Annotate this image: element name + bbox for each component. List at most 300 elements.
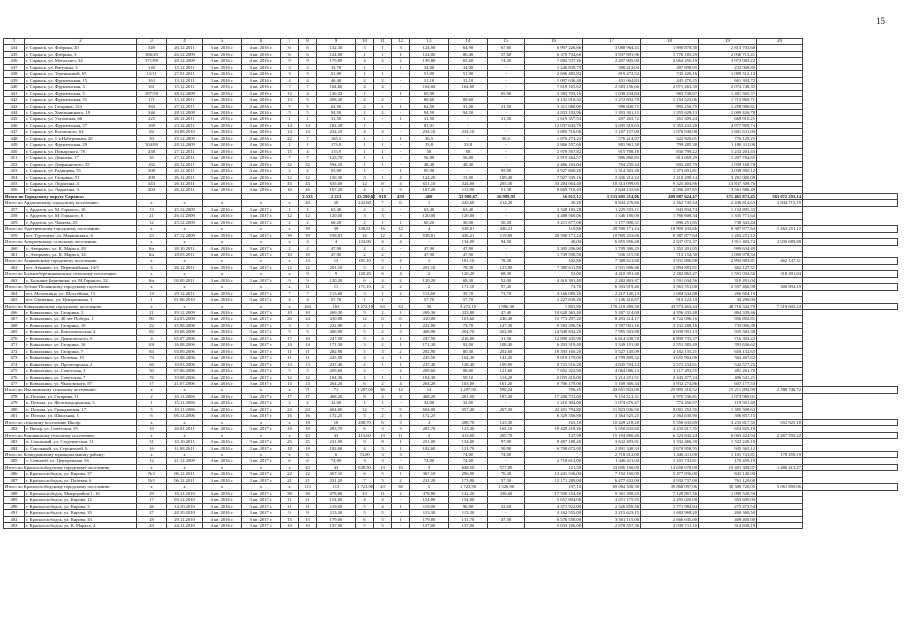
table-cell: - <box>488 84 525 90</box>
table-cell: 80 <box>137 316 167 322</box>
table-cell: 137,00 <box>317 522 356 528</box>
table-cell: 4 <box>356 187 374 193</box>
table-cell: 3 931 806,88 <box>583 264 641 270</box>
table-cell: 62,50 <box>317 103 356 109</box>
table-cell: 5 061 899,06 <box>757 484 803 490</box>
table-cell: 4 <box>392 174 410 180</box>
address-cell: с. Атюрьево, ул. К. Маркса, 28 <box>25 245 137 251</box>
table-cell: 94,50 <box>317 109 356 115</box>
table-cell: x <box>242 271 281 277</box>
table-cell: 30 388 720,05 <box>699 484 757 490</box>
table-cell: 4 кв. 2016 г. <box>242 180 281 186</box>
column-number-cell: 8 <box>299 39 317 45</box>
table-cell: 65,90 <box>410 90 449 96</box>
table-cell: 4 кв. 2016 г. <box>203 316 242 322</box>
table-cell: 232 069,80 <box>699 64 757 70</box>
table-cell: 13 441 536,00 <box>525 471 583 477</box>
table-cell: 1 <box>299 142 317 148</box>
table-cell: 4 кв. 2016 г. <box>203 445 242 451</box>
table-cell: 413,60 <box>356 432 374 438</box>
table-cell: 13/11 <box>137 71 167 77</box>
table-cell: 11 <box>299 503 317 509</box>
table-cell: 2 443 477,24 <box>641 374 699 380</box>
address-cell: г. Саранск, ул. Котовского, 64 <box>25 129 137 135</box>
table-cell: 458 <box>4 213 25 219</box>
table-cell: 132,30 <box>317 45 356 51</box>
table-cell: 4 кв. 2016 г. <box>203 426 242 432</box>
table-cell: - <box>392 84 410 90</box>
table-cell: 4 371 922,00 <box>525 503 583 509</box>
table-cell: 307/59 <box>137 90 167 96</box>
table-cell: 58 <box>449 148 488 154</box>
table-cell: - <box>449 90 488 96</box>
table-cell: 3 кв. 2016 г. <box>203 109 242 115</box>
table-row <box>4 522 898 528</box>
table-cell: 16.11.2010 <box>167 490 203 496</box>
table-cell: - <box>392 109 410 115</box>
table-cell: 3 кв. 2017 г. <box>242 510 281 516</box>
table-cell: 2 666 045,00 <box>641 516 699 522</box>
table-cell: 1 263 251,12 <box>757 226 803 232</box>
table-cell: - <box>488 458 525 464</box>
table-cell: 2 <box>392 348 410 354</box>
table-cell: 264,20 <box>410 381 449 387</box>
table-cell: 222,00 <box>410 322 449 328</box>
table-cell: x <box>137 200 167 206</box>
table-cell: 163 <box>137 77 167 83</box>
table-cell: 11 <box>299 355 317 361</box>
table-cell: 2 562 745,44 <box>641 200 699 206</box>
table-cell: 4 кв. 2016 г. <box>203 245 242 251</box>
table-cell: 481 <box>4 413 25 419</box>
table-cell: 32,60 <box>488 503 525 509</box>
group-label-cell: Итого по Ичалковскому сельскому поселению: <box>4 387 137 393</box>
table-cell: 124,00 <box>410 51 449 57</box>
table-cell: 4 <box>392 271 410 277</box>
table-cell: 3 <box>410 419 449 425</box>
table-cell: 5 477 836,00 <box>641 471 699 477</box>
table-cell: 1 <box>356 400 374 406</box>
table-cell: 1 776 183,29 <box>641 51 699 57</box>
table-cell: 3 349 191,90 <box>583 342 641 348</box>
table-cell: 1 709 390,25 <box>583 245 641 251</box>
table-cell: x <box>281 200 299 206</box>
table-cell: 1 <box>392 503 410 509</box>
table-cell: 7 <box>374 406 392 412</box>
table-cell: 18.03.2011 <box>167 251 203 257</box>
table-cell: 167,20 <box>317 187 356 193</box>
table-cell: 51,00 <box>317 71 356 77</box>
table-cell: 444 <box>4 109 25 115</box>
table-cell: 3 кв. 2017 г. <box>242 361 281 367</box>
table-cell: 13 <box>299 361 317 367</box>
table-cell: 2 <box>392 490 410 496</box>
table-cell: 468,20 <box>410 393 449 399</box>
table-cell: 4 182 135,21 <box>641 348 699 354</box>
table-cell: - <box>488 497 525 503</box>
table-cell: 32 <box>299 161 317 167</box>
group-label-cell: Итого по Зубово-Полянскому городскому поселению: <box>4 284 137 290</box>
table-cell: 67,60 <box>488 45 525 51</box>
table-cell: - <box>392 142 410 148</box>
table-cell: 8 <box>374 439 392 445</box>
table-cell: 2 395 206,00 <box>525 245 583 251</box>
table-cell: 452 <box>4 161 25 167</box>
table-cell: 165,10 <box>525 419 583 425</box>
table-cell: 07.06.2006 <box>167 368 203 374</box>
table-cell: 1 333 605 214,06 <box>583 193 641 199</box>
table-cell: 31 <box>137 439 167 445</box>
table-cell: 3 кв. 2016 г. <box>203 71 242 77</box>
table-cell: 95,90 <box>410 168 449 174</box>
table-cell: 6 <box>392 316 410 322</box>
table-cell: 126,32 <box>317 90 356 96</box>
table-cell: 2 <box>410 271 449 277</box>
table-cell: 1 911 403,74 <box>699 239 757 245</box>
table-cell: 43 <box>299 432 317 438</box>
table-cell: 182,60 <box>410 445 449 451</box>
column-number-cell: 13 <box>410 39 449 45</box>
table-cell <box>803 239 898 245</box>
table-cell: 179,00 <box>410 516 449 522</box>
table-cell: 1 <box>392 116 410 122</box>
table-cell: 1 229 553,11 <box>583 206 641 212</box>
table-cell: 406,90 <box>410 329 449 335</box>
table-cell: 17 <box>137 381 167 387</box>
table-cell: 16 <box>281 187 299 193</box>
table-cell: 1 <box>356 168 374 174</box>
address-cell: г. Ковылкино, ул. Гагарина, 2 <box>25 310 137 316</box>
address-cell: г. Саранск, ул. Пожарского, 70 <box>25 148 137 154</box>
table-cell: 48,40 <box>410 161 449 167</box>
table-cell: 179,00 <box>317 516 356 522</box>
table-cell: 27.12.2011 <box>167 148 203 154</box>
table-cell: 5 <box>356 335 374 341</box>
table-cell: 2 523 <box>299 193 317 199</box>
table-cell: 38 <box>392 484 410 490</box>
table-cell: 13 <box>374 464 392 470</box>
table-cell: 205,30 <box>488 180 525 186</box>
table-cell: 4 кв. 2016 г. <box>203 342 242 348</box>
table-cell: 4 166 089,20 <box>525 290 583 296</box>
table-cell: x <box>281 239 299 245</box>
table-cell: 74,70 <box>449 322 488 328</box>
table-cell: 182,60 <box>317 445 356 451</box>
column-number-cell: 15 <box>488 39 525 45</box>
table-cell: 12 <box>299 213 317 219</box>
table-cell: 2 282 863,47 <box>641 271 699 277</box>
table-cell: x <box>167 452 203 458</box>
table-cell: 483 <box>4 439 25 445</box>
table-cell: 2 <box>356 206 374 212</box>
table-cell: 43 <box>299 180 317 186</box>
table-cell: 10 <box>299 522 317 528</box>
table-cell: 384 <box>137 103 167 109</box>
table-cell: 1 <box>356 90 374 96</box>
address-cell: г. Ковылкино, ул. Полевая, 10 <box>25 355 137 361</box>
table-cell: 12 <box>392 226 410 232</box>
table-cell: 4 <box>374 497 392 503</box>
table-cell: 182,28 <box>317 122 356 128</box>
table-cell: 1 805,80 <box>525 303 583 309</box>
table-cell: 6 855 956,28 <box>583 239 641 245</box>
table-cell: 1 <box>137 297 167 303</box>
table-cell: 169 <box>137 122 167 128</box>
table-cell: 5 <box>374 477 392 483</box>
table-cell: 266 604,19 <box>699 290 757 296</box>
table-cell: 3 <box>374 355 392 361</box>
table-cell: 431 064,84 <box>583 77 641 83</box>
table-cell: 5 527 145,09 <box>583 348 641 354</box>
address-cell: п. Потьма, ул. Гагарина, 11 <box>25 393 137 399</box>
table-cell: 65,60 <box>449 58 488 64</box>
table-cell: 5 <box>374 516 392 522</box>
table-cell: 10 313 099,05 <box>583 180 641 186</box>
table-cell: 4 кв. 2016 г. <box>203 361 242 367</box>
table-cell: - <box>488 129 525 135</box>
table-cell: 10 628 363,40 <box>525 310 583 316</box>
table-cell: 459 <box>392 193 410 199</box>
table-cell: 3 597 001,16 <box>583 322 641 328</box>
table-cell: 96,00 <box>449 503 488 509</box>
table-cell: x <box>242 258 281 264</box>
table-cell: 4 кв. 2016 г. <box>203 503 242 509</box>
table-cell: 4 <box>356 84 374 90</box>
table-cell: - <box>392 206 410 212</box>
table-cell: 764 259,44 <box>583 161 641 167</box>
address-cell: п. Потьма, ул. Школьная, 1 <box>25 413 137 419</box>
table-cell: 1 <box>299 116 317 122</box>
table-cell: 2 <box>299 400 317 406</box>
table-cell: 84 <box>137 129 167 135</box>
table-cell: 1 <box>374 51 392 57</box>
table-cell: 1 <box>392 51 410 57</box>
table-cell: 4 <box>392 393 410 399</box>
table-cell: 273 472,54 <box>699 503 757 509</box>
table-cell: 104,30 <box>449 355 488 361</box>
table-cell: 247,50 <box>410 335 449 341</box>
table-cell: 47,90 <box>449 245 488 251</box>
table-cell: x <box>281 464 299 470</box>
table-cell: 450 <box>4 148 25 154</box>
group-label-cell: Итого по сельскому поселению Инсар: <box>4 419 137 425</box>
table-cell: 1 101 741,81 <box>641 458 699 464</box>
table-cell: 208,30 <box>317 97 356 103</box>
table-cell: 2 <box>374 97 392 103</box>
table-cell: 48 716 342,70 <box>699 303 757 309</box>
table-cell: 2 718 612,00 <box>583 452 641 458</box>
address-cell: г. Краснослободск, ул. Кирова, 3 <box>25 503 137 509</box>
table-cell: 3 кв. 2017 г. <box>242 310 281 316</box>
table-cell: 896 251,85 <box>641 219 699 225</box>
table-cell: x <box>167 464 203 470</box>
table-cell: 2 <box>356 251 374 257</box>
table-cell: 1 <box>374 187 392 193</box>
table-cell: 489 <box>4 497 25 503</box>
table-cell: 1 076 948,00 <box>641 129 699 135</box>
table-cell: 1 <box>392 103 410 109</box>
table-cell: 3 кв. 2016 г. <box>203 51 242 57</box>
table-cell: 6 293 319,40 <box>525 342 583 348</box>
table-cell: 1 <box>374 71 392 77</box>
table-cell: 1 723,90 <box>357 484 374 490</box>
table-cell: 120,20 <box>317 277 356 283</box>
table-cell: 182 <box>137 161 167 167</box>
address-cell: г. Саранск, ул. Хмельницкого, 19 <box>25 109 137 115</box>
table-cell: x <box>167 284 203 290</box>
table-cell: 462 147,31 <box>757 258 803 264</box>
table-cell: 4 кв. 2016 г. <box>242 116 281 122</box>
table-cell: 1 <box>356 116 374 122</box>
table-cell: 1 <box>392 471 410 477</box>
table-cell: 3 332 466,39 <box>641 439 699 445</box>
table-cell: 3 <box>392 452 410 458</box>
table-cell: №5 <box>137 477 167 483</box>
table-cell: 30,20 <box>488 219 525 225</box>
table-cell: 893 256,70 <box>641 103 699 109</box>
table-cell: 445 <box>4 116 25 122</box>
table-cell: 2 637 072,37 <box>641 239 699 245</box>
table-cell: 6 997 226,86 <box>525 45 583 51</box>
table-cell: 3 кв. 2017 г. <box>242 413 281 419</box>
table-cell: 4 <box>374 335 392 341</box>
table-cell: 843 140,00 <box>699 471 757 477</box>
column-number-cell: 5 <box>203 39 242 45</box>
table-cell: 409 087 624,47 <box>641 193 699 199</box>
table-cell: 164,30 <box>410 374 449 380</box>
address-cell: с. Семилей, ул. Центральная, 56 <box>25 458 137 464</box>
table-cell: - <box>410 452 449 458</box>
table-cell: 2 <box>356 361 374 367</box>
table-cell: 245,50 <box>410 355 449 361</box>
table-cell: 10 909 433,66 <box>641 226 699 232</box>
table-cell: 410,00 <box>410 316 449 322</box>
table-cell: 3 кв. 2017 г. <box>242 322 281 328</box>
table-cell: 288,70 <box>449 419 488 425</box>
table-cell: 4 <box>137 264 167 270</box>
table-cell: 5 <box>356 413 374 419</box>
table-cell: 84 <box>137 348 167 354</box>
table-cell: 3 кв. 2016 г. <box>203 97 242 103</box>
table-cell: 3 кв. 2016 г. <box>203 122 242 128</box>
table-cell: 3 кв. 2016 г. <box>203 116 242 122</box>
table-cell: 141,20 <box>488 355 525 361</box>
table-cell: 34 290,00 <box>699 297 757 303</box>
table-cell: 2 <box>374 413 392 419</box>
column-number-cell: 4 <box>167 39 203 45</box>
table-cell: 113,30 <box>317 510 356 516</box>
table-cell: 5 <box>281 368 299 374</box>
table-cell: 22 201 794,80 <box>525 406 583 412</box>
table-cell: 2 <box>299 245 317 251</box>
table-cell: 936 515,56 <box>583 251 641 257</box>
table-cell: - <box>410 239 449 245</box>
table-cell: 1 771 984,94 <box>641 503 699 509</box>
table-cell: 113 <box>317 484 356 490</box>
table-cell: 1 385 508,63 <box>699 406 757 412</box>
table-cell: 467 <box>4 316 25 322</box>
table-cell: - <box>488 213 525 219</box>
table-cell: 3 937 891,96 <box>583 51 641 57</box>
table-cell: 4 <box>374 129 392 135</box>
table-cell: 28.12.2009 <box>167 90 203 96</box>
table-cell: 1 <box>374 400 392 406</box>
table-cell: 490 <box>4 503 25 509</box>
table-cell: 12 <box>299 264 317 270</box>
table-cell: 27.12.2011 <box>167 103 203 109</box>
table-cell: 343 <box>137 180 167 186</box>
table-cell: x <box>203 303 242 309</box>
table-cell: 1 258 980,61 <box>699 103 757 109</box>
table-cell: 1 272 602,70 <box>583 97 641 103</box>
table-cell: 4 <box>374 84 392 90</box>
table-cell: 31,50 <box>488 335 525 341</box>
table-cell: 9 <box>299 271 317 277</box>
table-cell: 7 519 603,24 <box>757 303 803 309</box>
table-cell: 7 <box>299 290 317 296</box>
table-cell: 4 кв. 2016 г. <box>242 161 281 167</box>
table-cell: - <box>374 116 392 122</box>
table-cell: 436 <box>4 58 25 64</box>
table-cell: 3 383 703,16 <box>525 90 583 96</box>
table-cell: 5 <box>281 329 299 335</box>
table-cell: 51,30 <box>488 187 525 193</box>
group-label-cell: Итого по Атяшевскому городскому поселению: <box>4 258 137 264</box>
table-cell: 7 <box>281 84 299 90</box>
table-cell: 22 <box>281 135 299 141</box>
table-cell: 2 588 746,72 <box>757 387 803 393</box>
table-cell: 1 986,30 <box>488 303 525 309</box>
table-cell: 12 <box>299 174 317 180</box>
table-cell: 435 <box>4 51 25 57</box>
table-cell: 5 <box>374 510 392 516</box>
address-cell: г. Саранск, ул. Радищева, 55 <box>25 168 137 174</box>
table-cell: 493 <box>4 522 25 528</box>
table-cell: 170 459,19 <box>757 452 803 458</box>
table-cell: 447 <box>4 129 25 135</box>
table-cell: 439 <box>4 77 25 83</box>
table-cell: 1 <box>374 361 392 367</box>
table-cell: 3 972 083,22 <box>699 58 757 64</box>
table-cell: 3 кв. 2016 г. <box>203 161 242 167</box>
table-cell: 2 <box>374 245 392 251</box>
table-cell: 282,90 <box>317 348 356 354</box>
table-cell: 1 446 411,00 <box>583 458 641 464</box>
table-cell: 577,80 <box>488 464 525 470</box>
table-cell: 563 467,62 <box>699 355 757 361</box>
table-cell: - <box>488 245 525 251</box>
address-cell: г. Саранск, ул. Фрунзенская, 3 <box>25 84 137 90</box>
table-cell: 47,30 <box>488 516 525 522</box>
table-cell: 223,90 <box>449 310 488 316</box>
table-cell: 3 кв. 2017 г. <box>242 471 281 477</box>
table-cell: 12 037 643,79 <box>525 122 583 128</box>
table-cell: 32,00 <box>410 400 449 406</box>
table-cell: - <box>488 77 525 83</box>
table-cell: 2 894 883,81 <box>699 258 757 264</box>
table-cell: 3 кв. 2017 г. <box>242 348 281 354</box>
table-cell: 10 393 160,20 <box>525 348 583 354</box>
table-cell: 466 <box>4 310 25 316</box>
table-cell: 134,00 <box>356 239 374 245</box>
table-cell: 1 <box>392 374 410 380</box>
table-cell: 3 кв. 2016 г. <box>203 168 242 174</box>
table-cell: 713 154,50 <box>641 251 699 257</box>
table-cell: 1 177 000,31 <box>583 219 641 225</box>
address-cell: г. Саранск, ул. Фрунзенская, 29 <box>25 142 137 148</box>
table-cell: 7 192 160,00 <box>583 471 641 477</box>
table-cell: 154,00 <box>410 497 449 503</box>
